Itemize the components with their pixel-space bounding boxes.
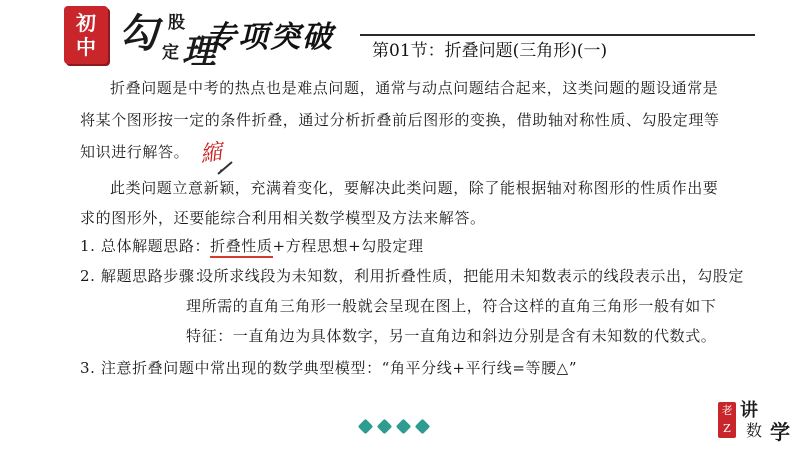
watermark-seal: 老Z: [718, 402, 736, 438]
page-indicator: [360, 421, 428, 432]
point2-line-2: 理所需的直角三角形一般就会呈现在图上，符合这样的直角三角形一般有如下: [186, 297, 717, 315]
point2-label: 2. 解题思路步骤：: [80, 267, 211, 285]
series-logo-char-4: 理: [182, 32, 216, 72]
point2-line-1: 设所求线段为未知数，利用折叠性质，把能用未知数表示的线段表示出，勾股定: [198, 267, 745, 285]
point2-line-3: 特征：一直角边为具体数字，另一直角边和斜边分别是含有未知数的代数式。: [186, 327, 717, 345]
para1-line-2: 将某个图形按一定的条件折叠，通过分析折叠前后图形的变换，借助轴对称性质、勾股定理等: [80, 111, 720, 129]
point1: [80, 236, 424, 256]
grade-seal-char-2: 中: [76, 35, 96, 59]
para1-line-3: 知识进行解答。: [80, 143, 190, 161]
point1-rest: +方程思想+勾股定理: [272, 237, 424, 255]
page-dot: [377, 419, 393, 435]
section-title: 第01节：折叠问题(三角形)(一): [372, 41, 608, 61]
para2-line-1: 此类问题立意新颖，充满着变化，要解决此类问题，除了能根据轴对称图形的性质作出要: [110, 179, 719, 197]
handwritten-note: 縮: [198, 139, 224, 168]
series-logo-char-3: 定: [162, 43, 179, 63]
page-dot: [396, 419, 412, 435]
grade-seal-char-1: 初: [76, 11, 96, 35]
page-dot: [358, 419, 374, 435]
series-logo-char-1: 勾: [118, 10, 158, 57]
point1-underlined: 折叠性质: [210, 237, 272, 258]
series-logo-char-2: 股: [168, 13, 185, 33]
pen-cursor-icon: [216, 160, 236, 176]
para2-line-2: 求的图形外，还要能综合利用相关数学模型及方法来解答。: [80, 209, 486, 227]
point3: 3. 注意折叠问题中常出现的数学典型模型：“角平分线+平行线=等腰△”: [80, 359, 578, 377]
watermark-char-1: 讲: [740, 400, 758, 421]
series-title: 专项突破: [206, 20, 334, 55]
watermark-logo: [718, 396, 794, 446]
watermark-char-2: 数: [746, 421, 763, 440]
page-dot: [415, 419, 431, 435]
para1-line-1: 折叠问题是中考的热点也是难点问题，通常与动点问题结合起来，这类问题的题设通常是: [110, 79, 719, 97]
watermark-char-3: 学: [770, 420, 790, 444]
point1-label: 1. 总体解题思路：: [80, 237, 211, 255]
